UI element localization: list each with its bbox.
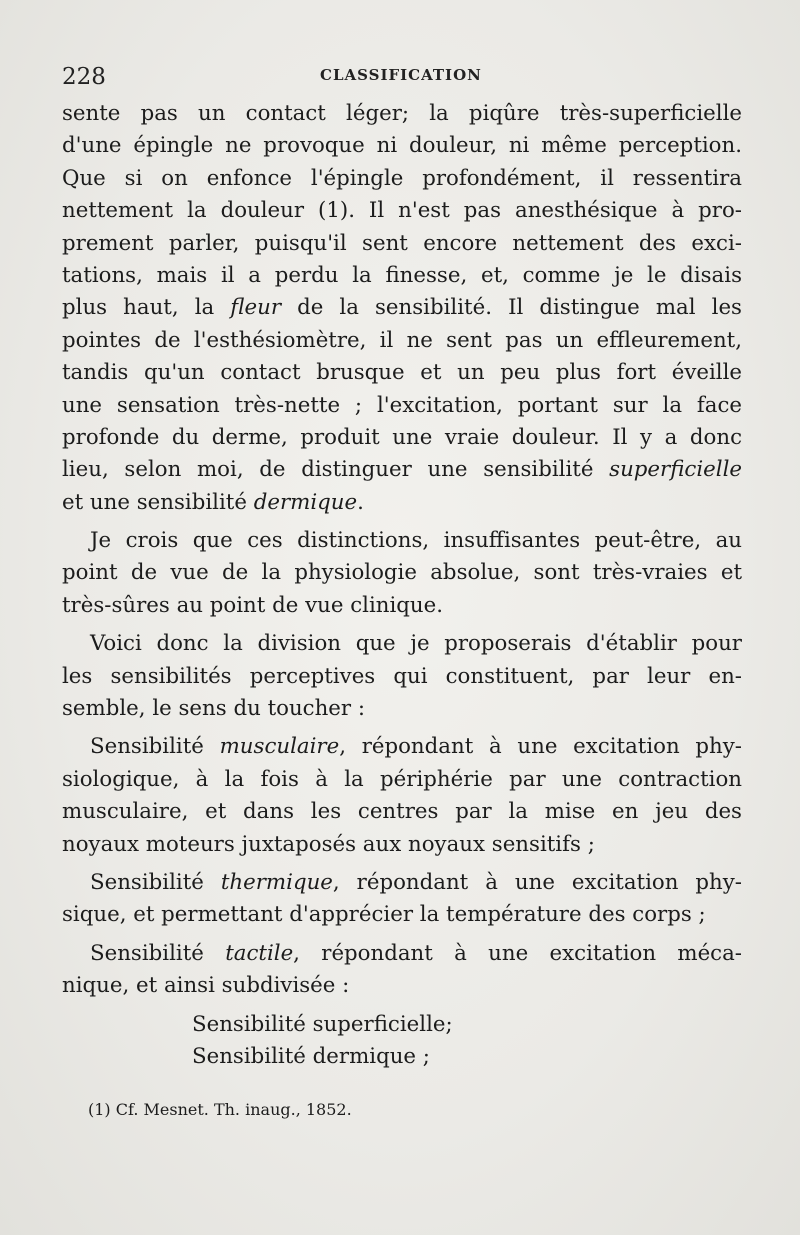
text-line: nique, et ainsi subdivisée : xyxy=(62,973,350,999)
text-segment: de la sensibilité. Il distingue mal les xyxy=(281,295,742,321)
text-segment: , répondant à une excitation méca- xyxy=(293,940,742,966)
text-line: Que si on enfonce l'épingle profondément, il ressentira xyxy=(62,165,742,191)
text-segment: Sensibilité xyxy=(90,734,220,760)
text-segment: lieu, selon moi, de distinguer une sensibilité xyxy=(62,457,610,483)
italic-term-superficielle: superficielle xyxy=(609,457,742,483)
text-line: point de vue de la physiologie absolue, sont très-vraies et xyxy=(62,560,742,586)
text-line: musculaire, et dans les centres par la mise en jeu des xyxy=(62,799,742,825)
subdivision-item: Sensibilité superficielle; xyxy=(192,1011,453,1037)
text-line: sente pas un contact léger; la piqûre très-superficielle xyxy=(62,101,742,126)
text-line xyxy=(62,938,742,970)
text-line: siologique, à la fois à la périphérie par une contraction xyxy=(62,766,742,792)
text-segment: plus haut, la xyxy=(62,295,231,321)
text-line xyxy=(62,731,742,763)
text-line: noyaux moteurs juxtaposés aux noyaux sensitifs ; xyxy=(62,831,595,857)
text-line: nettement la douleur (1). Il n'est pas anesthésique à pro- xyxy=(62,198,742,224)
text-segment: , répondant à une excitation phy- xyxy=(332,869,742,895)
text-line: une sensation très-nette ; l'excitation, portant sur la face xyxy=(62,392,742,418)
text-line: pointes de l'esthésiomètre, il ne sent pas un effleurement, xyxy=(62,327,742,353)
body-text xyxy=(62,98,742,1073)
text-segment: , répondant à une excitation phy- xyxy=(339,734,742,760)
text-line xyxy=(62,454,742,486)
text-line: les sensibilités perceptives qui constituent, par leur en- xyxy=(62,663,742,689)
text-segment: et une sensibilité xyxy=(62,489,254,515)
footnote: (1) Cf. Mesnet. Th. inaug., 1852. xyxy=(88,1100,352,1119)
text-line: tandis qu'un contact brusque et un peu plus fort éveille xyxy=(62,360,742,386)
running-head: CLASSIFICATION xyxy=(320,66,482,84)
text-line: tations, mais il a perdu la finesse, et, comme je le disais xyxy=(62,262,742,288)
text-segment: . xyxy=(357,489,364,515)
text-line: d'une épingle ne provoque ni douleur, ni même perception. xyxy=(62,133,742,159)
italic-term-thermique: thermique xyxy=(220,869,333,895)
subdivision-item: Sensibilité dermique ; xyxy=(192,1043,430,1069)
text-segment: Sensibilité xyxy=(90,869,221,895)
page-header xyxy=(62,62,742,92)
text-line xyxy=(62,867,742,899)
text-line: profonde du derme, produit une vraie douleur. Il y a donc xyxy=(62,424,742,450)
italic-term-dermique: dermique xyxy=(253,489,358,515)
italic-term-musculaire: musculaire xyxy=(219,734,340,760)
text-line: Voici donc la division que je proposerais d'établir pour xyxy=(90,631,742,657)
text-line: semble, le sens du toucher : xyxy=(62,696,366,722)
page-number: 228 xyxy=(62,64,106,90)
text-line: prement parler, puisqu'il sent encore nettement des exci- xyxy=(62,230,742,256)
italic-term-tactile: tactile xyxy=(225,940,294,966)
italic-term-fleur: fleur xyxy=(230,295,282,321)
text-segment: Sensibilité xyxy=(90,940,226,966)
text-line: sique, et permettant d'apprécier la température des corps ; xyxy=(62,902,706,928)
text-line xyxy=(62,292,742,324)
text-line: Je crois que ces distinctions, insuffisantes peut-être, au xyxy=(90,528,742,554)
text-line xyxy=(62,487,742,519)
text-line: très-sûres au point de vue clinique. xyxy=(62,592,444,618)
